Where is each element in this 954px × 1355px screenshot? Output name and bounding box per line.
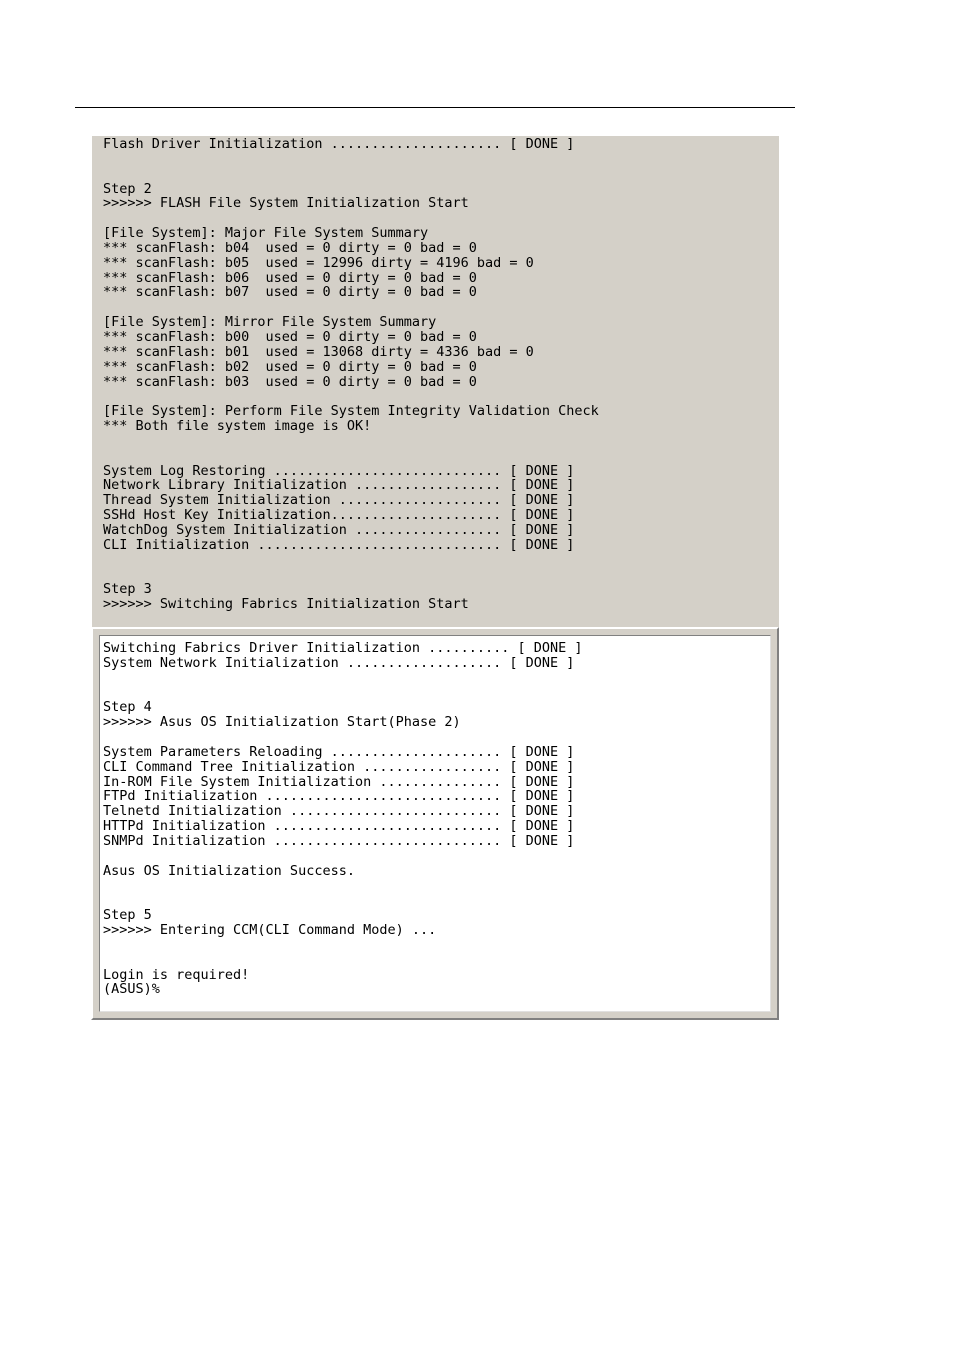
terminal-output-text[interactable]: Switching Fabrics Driver Initialization .......... [ DONE ] System Network Initialization ................... [ DONE ] Step 4 >>>>>> Asus OS Initialization Start(Phase 2) System Parameters Reloading ..................... [ DONE ] CLI Command Tree Initialization ................. [ DONE ] In-ROM File System Initialization ............... [ DONE ] FTPd Initialization ............................. [ DONE ] Telnetd Initialization .......................... [ DONE ] HTTPd Initialization ............................ [ DONE ] SNMPd Initialization ............................ [ DONE ] Asus OS Initialization Success. Step 5 >>>>>> Entering CCM(CLI Command Mode) ... Login is required! (ASUS)% bbox=[103, 640, 583, 998]
header-rule bbox=[75, 107, 795, 108]
boot-log-top-text: Flash Driver Initialization ..................... [ DONE ] Step 2 >>>>>> FLASH File System Initialization Start [File System]: Major File System Summary *** scanFlash: b04 used = 0 dirty = 0 bad = 0 *** scanFlash: b05 used = 12996 dirty = 4196 bad = 0 *** scanFlash: b06 used = 0 dirty = 0 bad = 0 *** scanFlash: b07 used = 0 dirty = 0 bad = 0 [File System]: Mirror File System Summary *** scanFlash: b00 used = 0 dirty = 0 bad = 0 *** scanFlash: b01 used = 13068 dirty = 4336 bad = 0 *** scanFlash: b02 used = 0 dirty = 0 bad = 0 *** scanFlash: b03 used = 0 dirty = 0 bad = 0 [File System]: Perform File System Integrity Validation Check *** Both file system image is OK! System Log Restoring ............................ [ DONE ] Network Library Initialization .................. [ DONE ] Thread System Initialization .................... [ DONE ] SSHd Host Key Initialization..................... [ DONE ] WatchDog System Initialization .................. [ DONE ] CLI Initialization .............................. [ DONE ] Step 3 >>>>>> Switching Fabrics Initialization Start bbox=[103, 136, 599, 613]
